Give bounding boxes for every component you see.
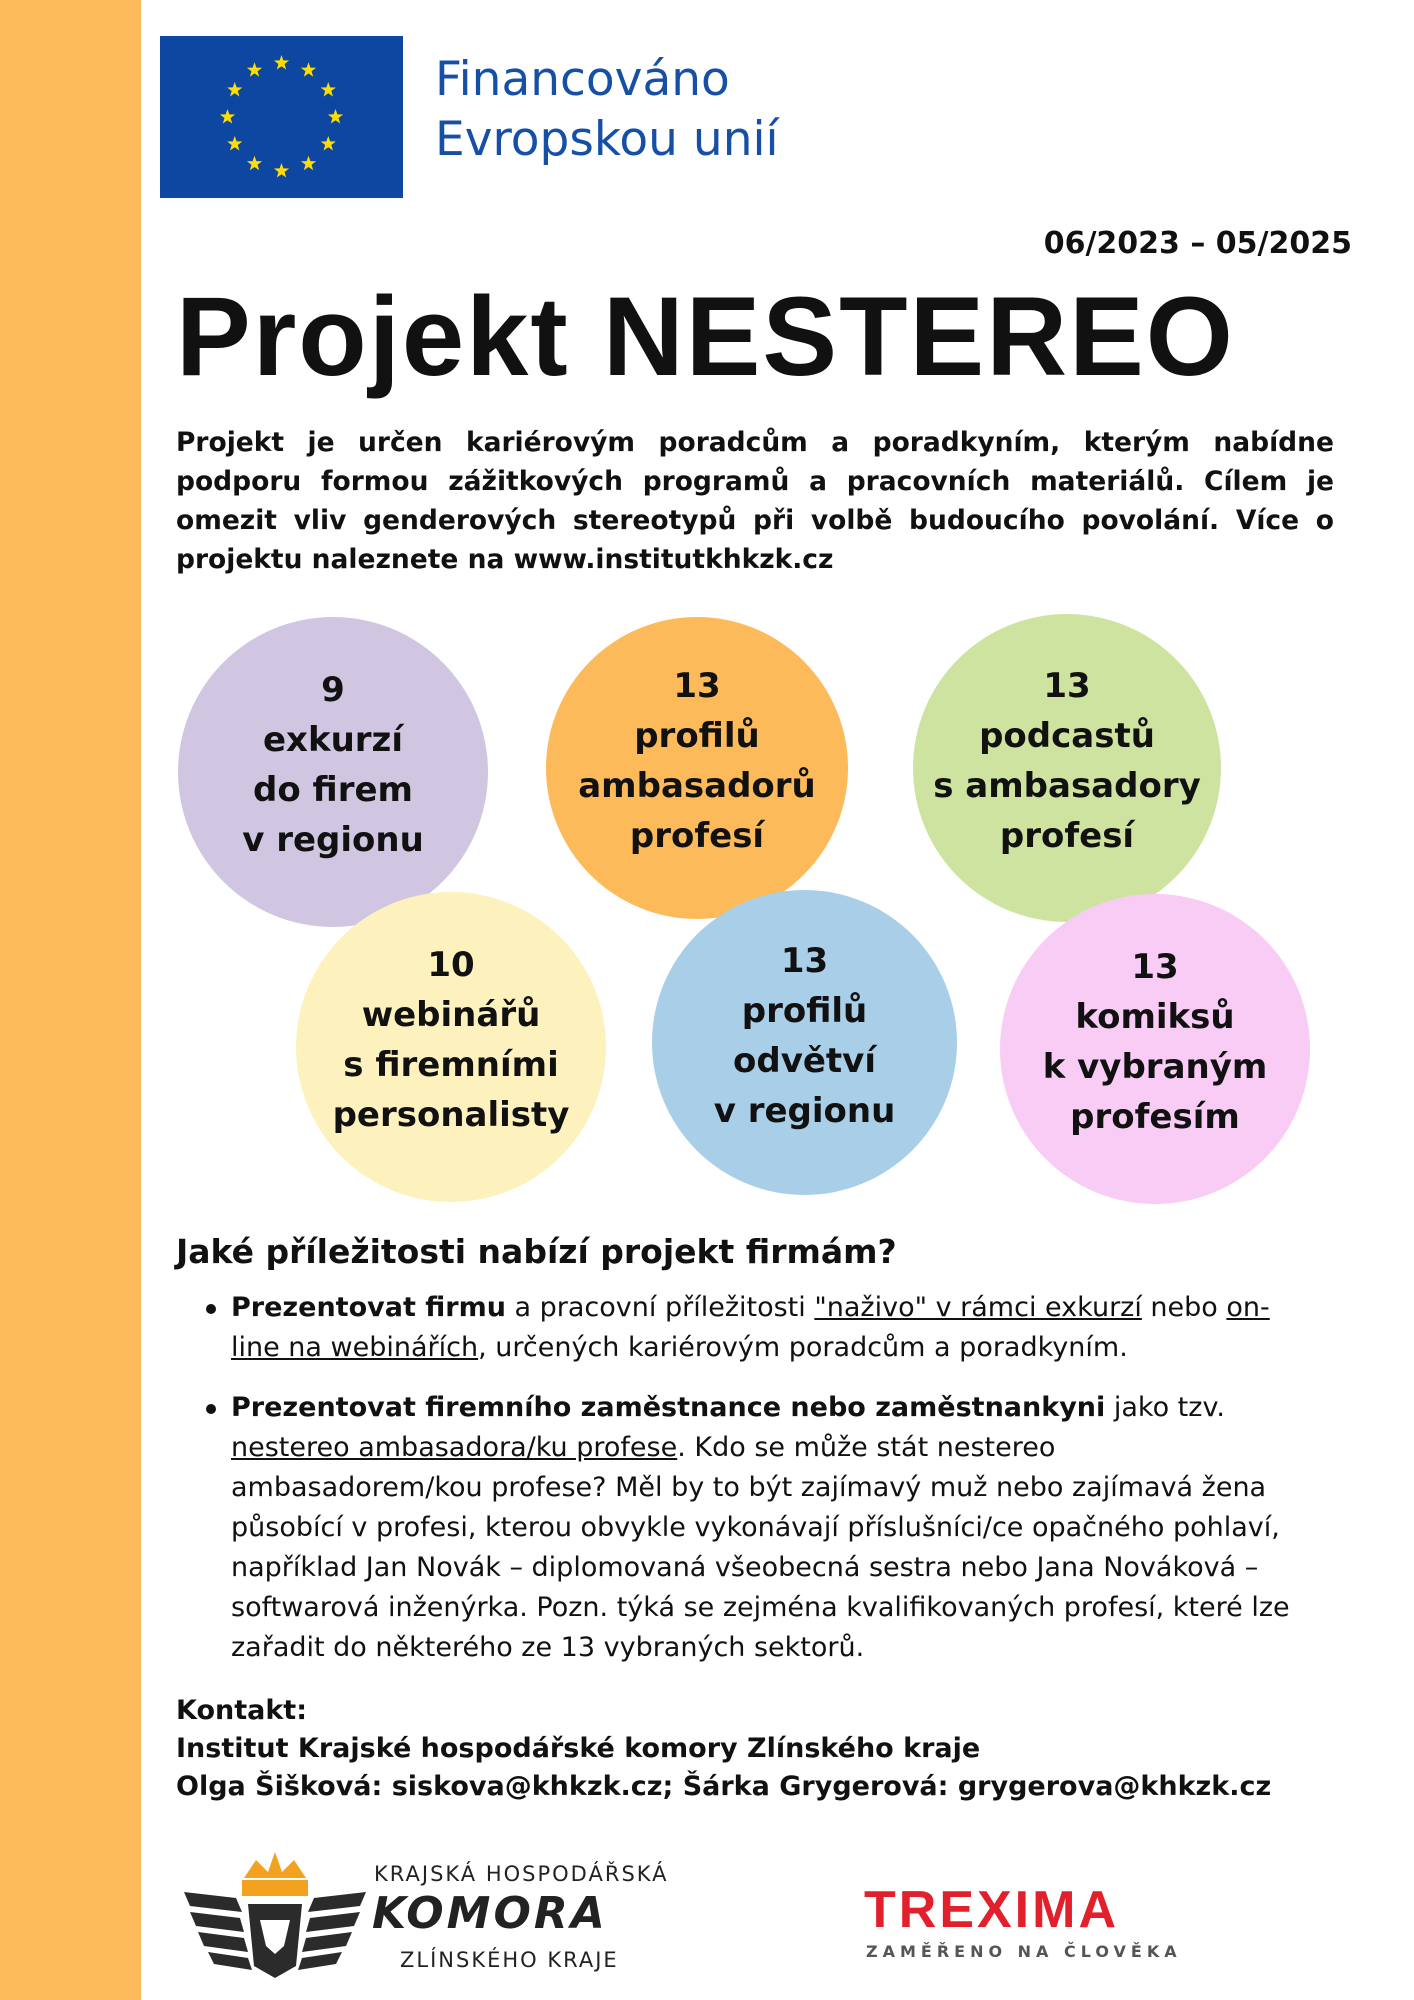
eu-star-icon <box>247 156 262 170</box>
page-title: Projekt NESTEREO <box>176 274 1235 399</box>
eu-stars <box>160 36 403 198</box>
circle-webinars <box>296 892 606 1202</box>
circle-line: profilů <box>741 990 868 1031</box>
contact-org: Institut Krajské hospodářské komory Zlínského kraje <box>176 1733 981 1764</box>
circle-line: personalisty <box>332 1095 570 1135</box>
eu-star-icon <box>220 109 235 123</box>
circle-number: 9 <box>321 670 345 710</box>
opportunities-heading: Jaké příležitosti nabízí projekt firmám? <box>176 1232 897 1271</box>
khk-line-3: ZLÍNSKÉHO KRAJE <box>400 1948 619 1972</box>
eu-star-icon <box>227 136 242 150</box>
project-dates: 06/2023 – 05/2025 <box>1043 226 1352 261</box>
eu-flag-icon <box>160 36 403 198</box>
bullet-text: jako tzv. <box>1105 1392 1225 1423</box>
trexima-tagline: ZAMĚŘENO NA ČLOVĚKA <box>866 1942 1182 1961</box>
circle-line: s ambasadory <box>933 766 1201 806</box>
circle-line: komiksů <box>1075 997 1235 1037</box>
khk-line-2: KOMORA <box>372 1888 608 1939</box>
eu-line-1: Financováno <box>435 52 730 107</box>
eu-star-icon <box>247 62 262 76</box>
trexima-logo: TREXIMA <box>864 1881 1119 1939</box>
contact-block <box>176 1692 1271 1806</box>
bullet-text: . Kdo se může stát nestereo ambasadorem/kou profese? Měl by to být zajímavý muž nebo zajímavá žena působící v profesi, kterou obvykle vykonávají příslušníci/ce opačného pohlaví, například Jan Novák – diplomovaná všeobecná sestra nebo Jana Nováková – softwarová inženýrka. Pozn. týká se zejména kvalifikovaných profesí, které lze zařadit do některého ze 13 vybraných sektorů. <box>231 1432 1290 1663</box>
excursion-link[interactable]: "naživo" v rámci exkurzí <box>814 1292 1142 1323</box>
intro-paragraph: Projekt je určen kariérovým poradcům a poradkyním, kterým nabídne podporu formou zážitkových programů a pracovních materiálů. Cílem je omezit vliv genderových stereotypů při volbě budoucího povolání. Více o projektu naleznete na www.institutkhkzk.cz <box>176 427 1334 575</box>
eu-star-icon <box>321 82 336 96</box>
bullet-bold: Prezentovat firmu <box>231 1292 506 1323</box>
webinar-link[interactable]: on-line na webinářích <box>231 1292 1270 1363</box>
contact-label: Kontakt: <box>176 1695 308 1726</box>
opportunities-list <box>206 1288 1296 1688</box>
circle-line: profesí <box>999 816 1135 856</box>
circle-podcasts <box>913 614 1221 922</box>
eu-line-2: Evropskou unií <box>435 112 779 167</box>
eu-star-icon <box>274 55 289 69</box>
eu-star-icon <box>328 109 343 123</box>
eu-star-icon <box>301 62 316 76</box>
circle-line: podcastů <box>979 716 1155 756</box>
ambassador-link[interactable]: nestereo ambasadora/ku profese <box>231 1432 678 1463</box>
circle-line: v regionu <box>713 1090 896 1131</box>
circle-line: profesí <box>629 816 765 856</box>
circle-excursions <box>178 617 488 927</box>
circle-line: profilů <box>634 716 760 756</box>
circle-number: 13 <box>1043 666 1091 706</box>
sidebar-stripe <box>0 0 141 2000</box>
circle-line: odvětví <box>733 1040 876 1081</box>
circle-line: v regionu <box>242 820 424 860</box>
circle-ambassador-profiles <box>546 617 848 919</box>
list-item <box>206 1388 1296 1668</box>
circle-line: exkurzí <box>262 720 404 760</box>
circle-number: 13 <box>1131 947 1179 987</box>
eu-star-icon <box>321 136 336 150</box>
eu-star-icon <box>274 163 289 177</box>
circle-line: ambasadorů <box>578 766 816 806</box>
eu-funding-text <box>435 50 779 170</box>
circle-number: 13 <box>780 940 829 981</box>
circle-line: s firemními <box>343 1045 559 1085</box>
eu-star-icon <box>301 156 316 170</box>
circle-sector-profiles <box>652 890 957 1195</box>
khk-line-1: KRAJSKÁ HOSPODÁŘSKÁ <box>374 1862 669 1886</box>
circle-line: do firem <box>253 770 413 810</box>
circle-number: 10 <box>427 945 475 985</box>
circle-line: profesím <box>1070 1097 1240 1137</box>
bullet-text: , určených kariérovým poradcům a poradkyním. <box>478 1332 1128 1363</box>
eu-star-icon <box>227 82 242 96</box>
circle-line: webinářů <box>361 995 541 1035</box>
bullet-bold: Prezentovat firemního zaměstnance nebo zaměstnankyni <box>231 1392 1106 1423</box>
bullet-text: a pracovní příležitosti <box>505 1292 815 1323</box>
contact-people: Olga Šišková: siskova@khkzk.cz; Šárka Grygerová: grygerova@khkzk.cz <box>176 1771 1272 1802</box>
list-item <box>206 1288 1296 1368</box>
circle-number: 13 <box>673 666 721 706</box>
bullet-text: nebo <box>1141 1292 1227 1323</box>
circle-line: k vybraným <box>1042 1047 1268 1087</box>
circle-comics <box>1000 894 1310 1204</box>
